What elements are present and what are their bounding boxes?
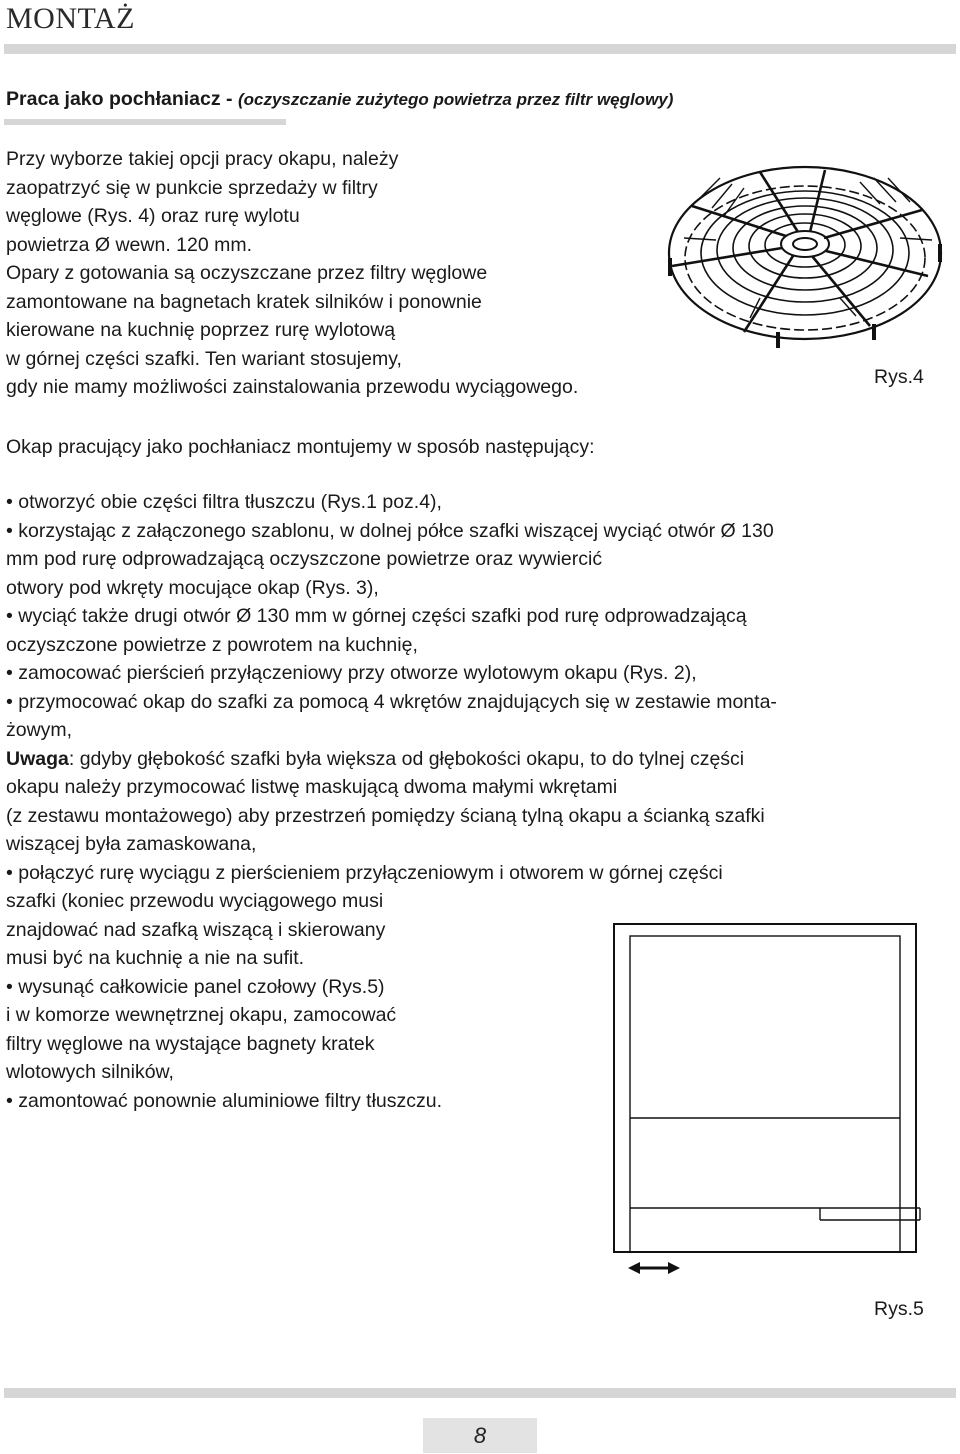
intro-line: kierowane na kuchnię poprzez rurę wylotową <box>6 319 396 341</box>
section-heading-subtitle: (oczyszczanie zużytego powietrza przez filtr węglowy) <box>237 90 674 109</box>
hood-outer-frame <box>614 924 916 1252</box>
filter-ring <box>765 223 845 267</box>
step-line: • zamocować pierścień przyłączeniowy przy otworze wylotowym okapu (Rys. 2), <box>6 662 697 684</box>
step-line: • wyciąć także drugi otwór Ø 130 mm w górnej części szafki pod rurę odprowadzającą <box>6 605 747 627</box>
intro-line: węglowe (Rys. 4) oraz rurę wylotu <box>6 205 300 227</box>
figure-5-label: Rys.5 <box>874 1298 924 1320</box>
step-line: okapu należy przymocować listwę maskującą dwoma małymi wkrętami <box>6 776 618 798</box>
intro-line: Opary z gotowania są oczyszczane przez filtry węglowe <box>6 262 488 284</box>
filter-ring <box>701 191 909 315</box>
note-line <box>6 745 777 774</box>
figure-4-label: Rys.4 <box>874 366 924 388</box>
step-line: szafki (koniec przewodu wyciągowego musi <box>6 890 384 912</box>
note-label: Uwaga <box>6 747 69 770</box>
step-line: (z zestawu montażowego) aby przestrzeń pomiędzy ścianą tylną okapu a ścianką szafki <box>6 804 765 827</box>
step-line: • zamontować ponownie aluminiowe filtry tłuszczu. <box>6 1089 443 1112</box>
step-line: oczyszczone powietrze z powrotem na kuchnię, <box>6 633 418 656</box>
hood-inner-frame <box>630 936 900 1252</box>
section-heading <box>6 88 673 111</box>
intro-line: gdy nie mamy możliwości zainstalowania przewodu wyciągowego. <box>6 376 579 398</box>
filter-outer-rim <box>669 167 941 339</box>
hood-panel-illustration <box>600 910 950 1290</box>
step-line: • otworzyć obie części filtra tłuszczu (Rys.1 poz.4), <box>6 491 442 513</box>
intro-line: zamontowane na bagnetach kratek silników i ponownie <box>6 290 482 313</box>
filter-hub-center <box>793 238 817 250</box>
intro-line: powietrza Ø wewn. 120 mm. <box>6 233 253 256</box>
note-text: : gdyby głębokość szafki była większa od głębokości okapu, to do tylnej części <box>68 747 745 770</box>
carbon-filter-illustration <box>660 148 950 358</box>
intro-line: Przy wyborze takiej opcji pracy okapu, należy <box>6 148 399 170</box>
step-line: mm pod rurę odprowadzającą oczyszczone powietrze oraz wywiercić <box>6 548 603 570</box>
step-line: • przymocować okap do szafki za pomocą 4 wkrętów znajdujących się w zestawie monta- <box>6 690 777 713</box>
step-line: • korzystając z załączonego szablonu, w dolnej półce szafki wiszącej wyciąć otwór Ø 130 <box>6 519 774 542</box>
step-line: filtry węglowe na wystające bagnety kratek <box>6 1032 375 1055</box>
double-arrow-icon <box>628 1262 680 1274</box>
step-line: wiszącej była zamaskowana, <box>6 833 257 855</box>
step-line: wlotowych silników, <box>6 1061 174 1083</box>
top-rule <box>4 44 956 54</box>
step-line: otwory pod wkręty mocujące okap (Rys. 3), <box>6 576 379 599</box>
page-number: 8 <box>423 1418 537 1453</box>
heading-underline <box>4 119 286 125</box>
filter-hub <box>781 231 829 257</box>
page-title: MONTAŻ <box>6 2 135 35</box>
steps-intro: Okap pracujący jako pochłaniacz montujemy w sposób następujący: <box>6 436 595 458</box>
step-line: żowym, <box>6 719 73 741</box>
intro-line: w górnej części szafki. Ten wariant stosujemy, <box>6 347 402 370</box>
intro-line: zaopatrzyć się w punkcie sprzedaży w filtry <box>6 176 378 199</box>
step-line: • połączyć rurę wyciągu z pierścieniem przyłączeniowym i otworem w górnej części <box>6 861 723 884</box>
bottom-rule <box>4 1388 956 1398</box>
step-line: musi być na kuchnię a nie na sufit. <box>6 947 305 969</box>
step-line: i w komorze wewnętrznej okapu, zamocować <box>6 1004 397 1026</box>
step-line: • wysunąć całkowicie panel czołowy (Rys.5) <box>6 975 385 998</box>
section-heading-main: Praca jako pochłaniacz - <box>6 88 238 110</box>
intro-paragraph <box>6 145 578 402</box>
filter-mesh <box>684 178 932 318</box>
step-line: znajdować nad szafką wiszącą i skierowany <box>6 918 386 941</box>
